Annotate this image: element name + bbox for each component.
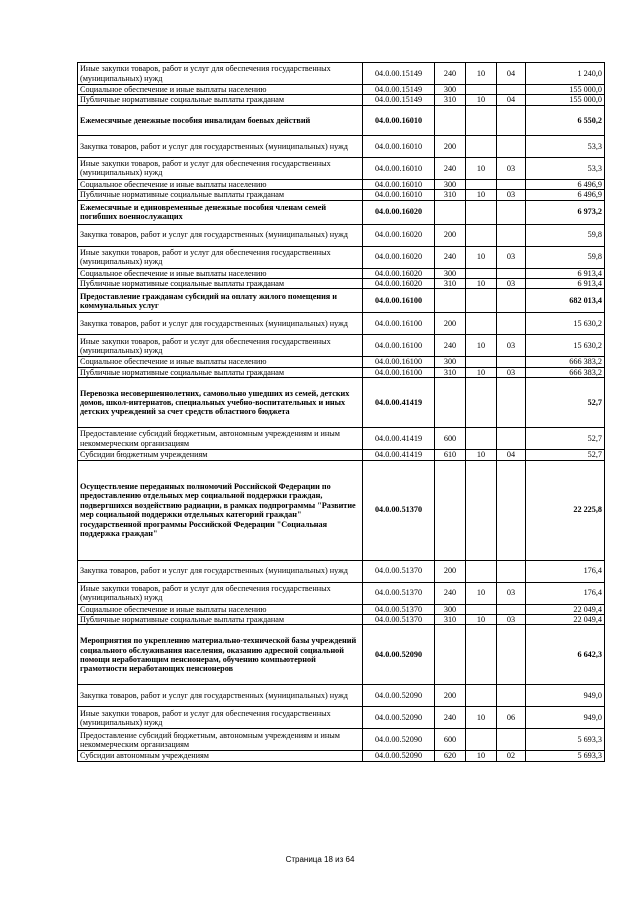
row-code-cell: 04.0.00.16100: [363, 289, 435, 313]
row-name-cell: Публичные нормативные социальные выплаты гражданам: [78, 190, 363, 200]
row-pr-cell: [497, 135, 526, 157]
row-code-cell: 04.0.00.41419: [363, 378, 435, 428]
row-name-cell: Иные закупки товаров, работ и услуг для обеспечения государственных (муниципальных) нужд: [78, 157, 363, 179]
row-vr-cell: 310: [435, 190, 466, 200]
row-vr-cell: 240: [435, 157, 466, 179]
row-name-cell: Ежемесячные и единовременные денежные пособия членам семей погибших военнослужащих: [78, 200, 363, 224]
row-vr-cell: 240: [435, 63, 466, 85]
table-row: [78, 729, 605, 751]
row-name-cell: Субсидии автономным учреждениям: [78, 751, 363, 761]
row-rz-cell: [466, 460, 497, 560]
row-sum-cell: 6 913,4: [526, 268, 605, 278]
page-footer: Страница 18 из 64: [285, 855, 355, 864]
row-code-cell: 04.0.00.52090: [363, 707, 435, 729]
row-rz-cell: [466, 729, 497, 751]
row-pr-cell: [497, 268, 526, 278]
row-vr-cell: 610: [435, 450, 466, 460]
row-vr-cell: 300: [435, 179, 466, 189]
row-pr-cell: 03: [497, 615, 526, 625]
table-row: [78, 357, 605, 367]
row-sum-cell: 949,0: [526, 685, 605, 707]
table-row: [78, 582, 605, 604]
row-name-cell: Предоставление субсидий бюджетным, автономным учреждениям и иным некоммерческим организациям: [78, 428, 363, 450]
row-sum-cell: 53,3: [526, 157, 605, 179]
table-row: [78, 707, 605, 729]
row-vr-cell: 240: [435, 582, 466, 604]
row-rz-cell: 10: [466, 707, 497, 729]
row-sum-cell: 22 049,4: [526, 615, 605, 625]
row-code-cell: 04.0.00.15149: [363, 85, 435, 95]
row-pr-cell: [497, 560, 526, 582]
row-vr-cell: 200: [435, 313, 466, 335]
table-row: [78, 190, 605, 200]
budget-table-body: [78, 63, 605, 762]
row-pr-cell: [497, 625, 526, 685]
row-pr-cell: 04: [497, 95, 526, 105]
row-sum-cell: 6 496,9: [526, 190, 605, 200]
row-sum-cell: 15 630,2: [526, 335, 605, 357]
row-pr-cell: [497, 729, 526, 751]
row-code-cell: 04.0.00.16020: [363, 224, 435, 246]
row-vr-cell: 310: [435, 367, 466, 377]
row-rz-cell: [466, 625, 497, 685]
table-row-section: [78, 625, 605, 685]
row-rz-cell: 10: [466, 450, 497, 460]
row-rz-cell: [466, 378, 497, 428]
row-vr-cell: [435, 460, 466, 560]
row-rz-cell: [466, 604, 497, 614]
row-vr-cell: 200: [435, 685, 466, 707]
row-pr-cell: 03: [497, 279, 526, 289]
table-row-section: [78, 105, 605, 135]
table-row-section: [78, 378, 605, 428]
row-vr-cell: 300: [435, 604, 466, 614]
row-code-cell: 04.0.00.16010: [363, 157, 435, 179]
row-sum-cell: 6 496,9: [526, 179, 605, 189]
row-name-cell: Социальное обеспечение и иные выплаты населению: [78, 357, 363, 367]
row-rz-cell: 10: [466, 95, 497, 105]
row-pr-cell: 06: [497, 707, 526, 729]
row-name-cell: Субсидии бюджетным учреждениям: [78, 450, 363, 460]
row-sum-cell: 6 973,2: [526, 200, 605, 224]
row-name-cell: Закупка товаров, работ и услуг для государственных (муниципальных) нужд: [78, 685, 363, 707]
row-name-cell: Мероприятия по укреплению материально-технической базы учреждений социального обслуживания населения, оказанию адресной социальной помощи неработающим пенсионерам, обучению компьютерной грамотности неработающих пенсионеров: [78, 625, 363, 685]
row-rz-cell: [466, 289, 497, 313]
row-pr-cell: [497, 289, 526, 313]
table-row: [78, 95, 605, 105]
row-sum-cell: 6 642,3: [526, 625, 605, 685]
row-code-cell: 04.0.00.16010: [363, 190, 435, 200]
row-rz-cell: 10: [466, 246, 497, 268]
row-name-cell: Предоставление субсидий бюджетным, автономным учреждениям и иным некоммерческим организациям: [78, 729, 363, 751]
row-name-cell: Иные закупки товаров, работ и услуг для обеспечения государственных (муниципальных) нужд: [78, 707, 363, 729]
row-sum-cell: 949,0: [526, 707, 605, 729]
table-row: [78, 246, 605, 268]
row-vr-cell: 310: [435, 615, 466, 625]
table-row-section: [78, 200, 605, 224]
row-code-cell: 04.0.00.16020: [363, 200, 435, 224]
row-rz-cell: [466, 268, 497, 278]
row-vr-cell: 200: [435, 224, 466, 246]
row-pr-cell: 02: [497, 751, 526, 761]
row-rz-cell: [466, 428, 497, 450]
row-name-cell: Социальное обеспечение и иные выплаты населению: [78, 85, 363, 95]
row-pr-cell: 04: [497, 63, 526, 85]
row-name-cell: Закупка товаров, работ и услуг для государственных (муниципальных) нужд: [78, 224, 363, 246]
row-vr-cell: 300: [435, 357, 466, 367]
table-row: [78, 685, 605, 707]
row-vr-cell: 600: [435, 729, 466, 751]
row-rz-cell: 10: [466, 751, 497, 761]
row-sum-cell: 1 240,0: [526, 63, 605, 85]
row-sum-cell: 666 383,2: [526, 367, 605, 377]
row-name-cell: Предоставление гражданам субсидий на оплату жилого помещения и коммунальных услуг: [78, 289, 363, 313]
row-vr-cell: [435, 200, 466, 224]
row-code-cell: 04.0.00.16100: [363, 367, 435, 377]
row-sum-cell: 5 693,3: [526, 729, 605, 751]
row-sum-cell: 52,7: [526, 450, 605, 460]
row-code-cell: 04.0.00.52090: [363, 625, 435, 685]
row-code-cell: 04.0.00.51370: [363, 582, 435, 604]
table-row-section: [78, 460, 605, 560]
row-vr-cell: [435, 378, 466, 428]
table-row: [78, 313, 605, 335]
row-rz-cell: [466, 313, 497, 335]
row-code-cell: 04.0.00.16100: [363, 313, 435, 335]
table-row: [78, 428, 605, 450]
row-code-cell: 04.0.00.51370: [363, 460, 435, 560]
row-sum-cell: 59,8: [526, 246, 605, 268]
table-row: [78, 85, 605, 95]
row-sum-cell: 5 693,3: [526, 751, 605, 761]
row-vr-cell: 600: [435, 428, 466, 450]
row-sum-cell: 53,3: [526, 135, 605, 157]
row-pr-cell: 04: [497, 450, 526, 460]
row-code-cell: 04.0.00.51370: [363, 604, 435, 614]
row-sum-cell: 52,7: [526, 378, 605, 428]
row-sum-cell: 176,4: [526, 560, 605, 582]
row-name-cell: Иные закупки товаров, работ и услуг для обеспечения государственных (муниципальных) нужд: [78, 582, 363, 604]
row-name-cell: Закупка товаров, работ и услуг для государственных (муниципальных) нужд: [78, 135, 363, 157]
row-pr-cell: [497, 378, 526, 428]
row-pr-cell: [497, 85, 526, 95]
row-pr-cell: 03: [497, 582, 526, 604]
row-sum-cell: 155 000,0: [526, 85, 605, 95]
table-row: [78, 450, 605, 460]
row-sum-cell: 666 383,2: [526, 357, 605, 367]
row-name-cell: Закупка товаров, работ и услуг для государственных (муниципальных) нужд: [78, 313, 363, 335]
row-pr-cell: 03: [497, 367, 526, 377]
row-name-cell: Иные закупки товаров, работ и услуг для обеспечения государственных (муниципальных) нужд: [78, 246, 363, 268]
row-name-cell: Иные закупки товаров, работ и услуг для обеспечения государственных (муниципальных) нужд: [78, 335, 363, 357]
row-code-cell: 04.0.00.16020: [363, 279, 435, 289]
row-pr-cell: [497, 224, 526, 246]
table-row: [78, 560, 605, 582]
row-pr-cell: 03: [497, 190, 526, 200]
row-sum-cell: 22 225,8: [526, 460, 605, 560]
table-row: [78, 615, 605, 625]
row-rz-cell: 10: [466, 63, 497, 85]
row-code-cell: 04.0.00.52090: [363, 751, 435, 761]
row-rz-cell: [466, 179, 497, 189]
row-sum-cell: 22 049,4: [526, 604, 605, 614]
row-sum-cell: 155 000,0: [526, 95, 605, 105]
table-row: [78, 751, 605, 761]
row-rz-cell: 10: [466, 335, 497, 357]
row-pr-cell: [497, 604, 526, 614]
row-code-cell: 04.0.00.16010: [363, 105, 435, 135]
row-vr-cell: 310: [435, 279, 466, 289]
row-vr-cell: [435, 289, 466, 313]
row-name-cell: Публичные нормативные социальные выплаты гражданам: [78, 95, 363, 105]
row-sum-cell: 176,4: [526, 582, 605, 604]
row-vr-cell: 240: [435, 707, 466, 729]
row-code-cell: 04.0.00.16100: [363, 335, 435, 357]
row-sum-cell: 15 630,2: [526, 313, 605, 335]
row-rz-cell: [466, 685, 497, 707]
row-vr-cell: 200: [435, 560, 466, 582]
row-code-cell: 04.0.00.52090: [363, 729, 435, 751]
table-row: [78, 279, 605, 289]
row-name-cell: Перевозка несовершеннолетних, самовольно ушедших из семей, детских домов, школ-интернатов, специальных учебно-воспитательных и иных детских учреждений за счет средств областного бюджета: [78, 378, 363, 428]
row-rz-cell: [466, 224, 497, 246]
row-code-cell: 04.0.00.51370: [363, 560, 435, 582]
row-code-cell: 04.0.00.16020: [363, 246, 435, 268]
table-row: [78, 367, 605, 377]
table-row: [78, 135, 605, 157]
row-rz-cell: 10: [466, 367, 497, 377]
row-rz-cell: [466, 200, 497, 224]
row-rz-cell: 10: [466, 157, 497, 179]
table-row: [78, 63, 605, 85]
row-name-cell: Иные закупки товаров, работ и услуг для обеспечения государственных (муниципальных) нужд: [78, 63, 363, 85]
row-code-cell: 04.0.00.52090: [363, 685, 435, 707]
table-row: [78, 268, 605, 278]
row-vr-cell: 300: [435, 268, 466, 278]
row-vr-cell: 240: [435, 335, 466, 357]
row-rz-cell: 10: [466, 582, 497, 604]
table-row: [78, 179, 605, 189]
row-name-cell: Социальное обеспечение и иные выплаты населению: [78, 268, 363, 278]
row-code-cell: 04.0.00.15149: [363, 95, 435, 105]
row-rz-cell: 10: [466, 190, 497, 200]
row-pr-cell: 03: [497, 157, 526, 179]
row-rz-cell: [466, 135, 497, 157]
row-pr-cell: [497, 357, 526, 367]
row-sum-cell: 6 550,2: [526, 105, 605, 135]
row-code-cell: 04.0.00.16010: [363, 135, 435, 157]
row-vr-cell: 300: [435, 85, 466, 95]
table-row: [78, 157, 605, 179]
row-pr-cell: 03: [497, 335, 526, 357]
row-code-cell: 04.0.00.15149: [363, 63, 435, 85]
row-pr-cell: [497, 460, 526, 560]
row-code-cell: 04.0.00.16020: [363, 268, 435, 278]
row-rz-cell: [466, 85, 497, 95]
row-vr-cell: 310: [435, 95, 466, 105]
row-name-cell: Социальное обеспечение и иные выплаты населению: [78, 179, 363, 189]
row-sum-cell: 682 013,4: [526, 289, 605, 313]
row-pr-cell: [497, 179, 526, 189]
budget-table: [77, 62, 605, 762]
row-code-cell: 04.0.00.16100: [363, 357, 435, 367]
row-vr-cell: 200: [435, 135, 466, 157]
row-pr-cell: [497, 313, 526, 335]
row-pr-cell: [497, 200, 526, 224]
row-vr-cell: 620: [435, 751, 466, 761]
row-rz-cell: [466, 560, 497, 582]
row-pr-cell: [497, 105, 526, 135]
row-pr-cell: 03: [497, 246, 526, 268]
row-vr-cell: 240: [435, 246, 466, 268]
table-row: [78, 224, 605, 246]
row-name-cell: Социальное обеспечение и иные выплаты населению: [78, 604, 363, 614]
row-rz-cell: [466, 105, 497, 135]
row-name-cell: Публичные нормативные социальные выплаты гражданам: [78, 615, 363, 625]
row-code-cell: 04.0.00.41419: [363, 428, 435, 450]
row-code-cell: 04.0.00.41419: [363, 450, 435, 460]
row-name-cell: Публичные нормативные социальные выплаты гражданам: [78, 367, 363, 377]
table-row-section: [78, 289, 605, 313]
row-pr-cell: [497, 685, 526, 707]
row-pr-cell: [497, 428, 526, 450]
row-code-cell: 04.0.00.16010: [363, 179, 435, 189]
row-sum-cell: 59,8: [526, 224, 605, 246]
row-rz-cell: 10: [466, 279, 497, 289]
row-name-cell: Публичные нормативные социальные выплаты гражданам: [78, 279, 363, 289]
table-row: [78, 335, 605, 357]
row-name-cell: Ежемесячные денежные пособия инвалидам боевых действий: [78, 105, 363, 135]
row-name-cell: Осуществление переданных полномочий Российской Федерации по предоставлению отдельных мер социальной поддержки граждан, подвергшихся воздействию радиации, в рамках подпрограммы "Развитие мер социальной поддержки отдельных категорий граждан" государственной программы Российской Федерации "Социальная поддержка граждан": [78, 460, 363, 560]
row-vr-cell: [435, 105, 466, 135]
row-name-cell: Закупка товаров, работ и услуг для государственных (муниципальных) нужд: [78, 560, 363, 582]
row-sum-cell: 6 913,4: [526, 279, 605, 289]
table-row: [78, 604, 605, 614]
row-code-cell: 04.0.00.51370: [363, 615, 435, 625]
row-rz-cell: [466, 357, 497, 367]
row-sum-cell: 52,7: [526, 428, 605, 450]
row-vr-cell: [435, 625, 466, 685]
row-rz-cell: 10: [466, 615, 497, 625]
